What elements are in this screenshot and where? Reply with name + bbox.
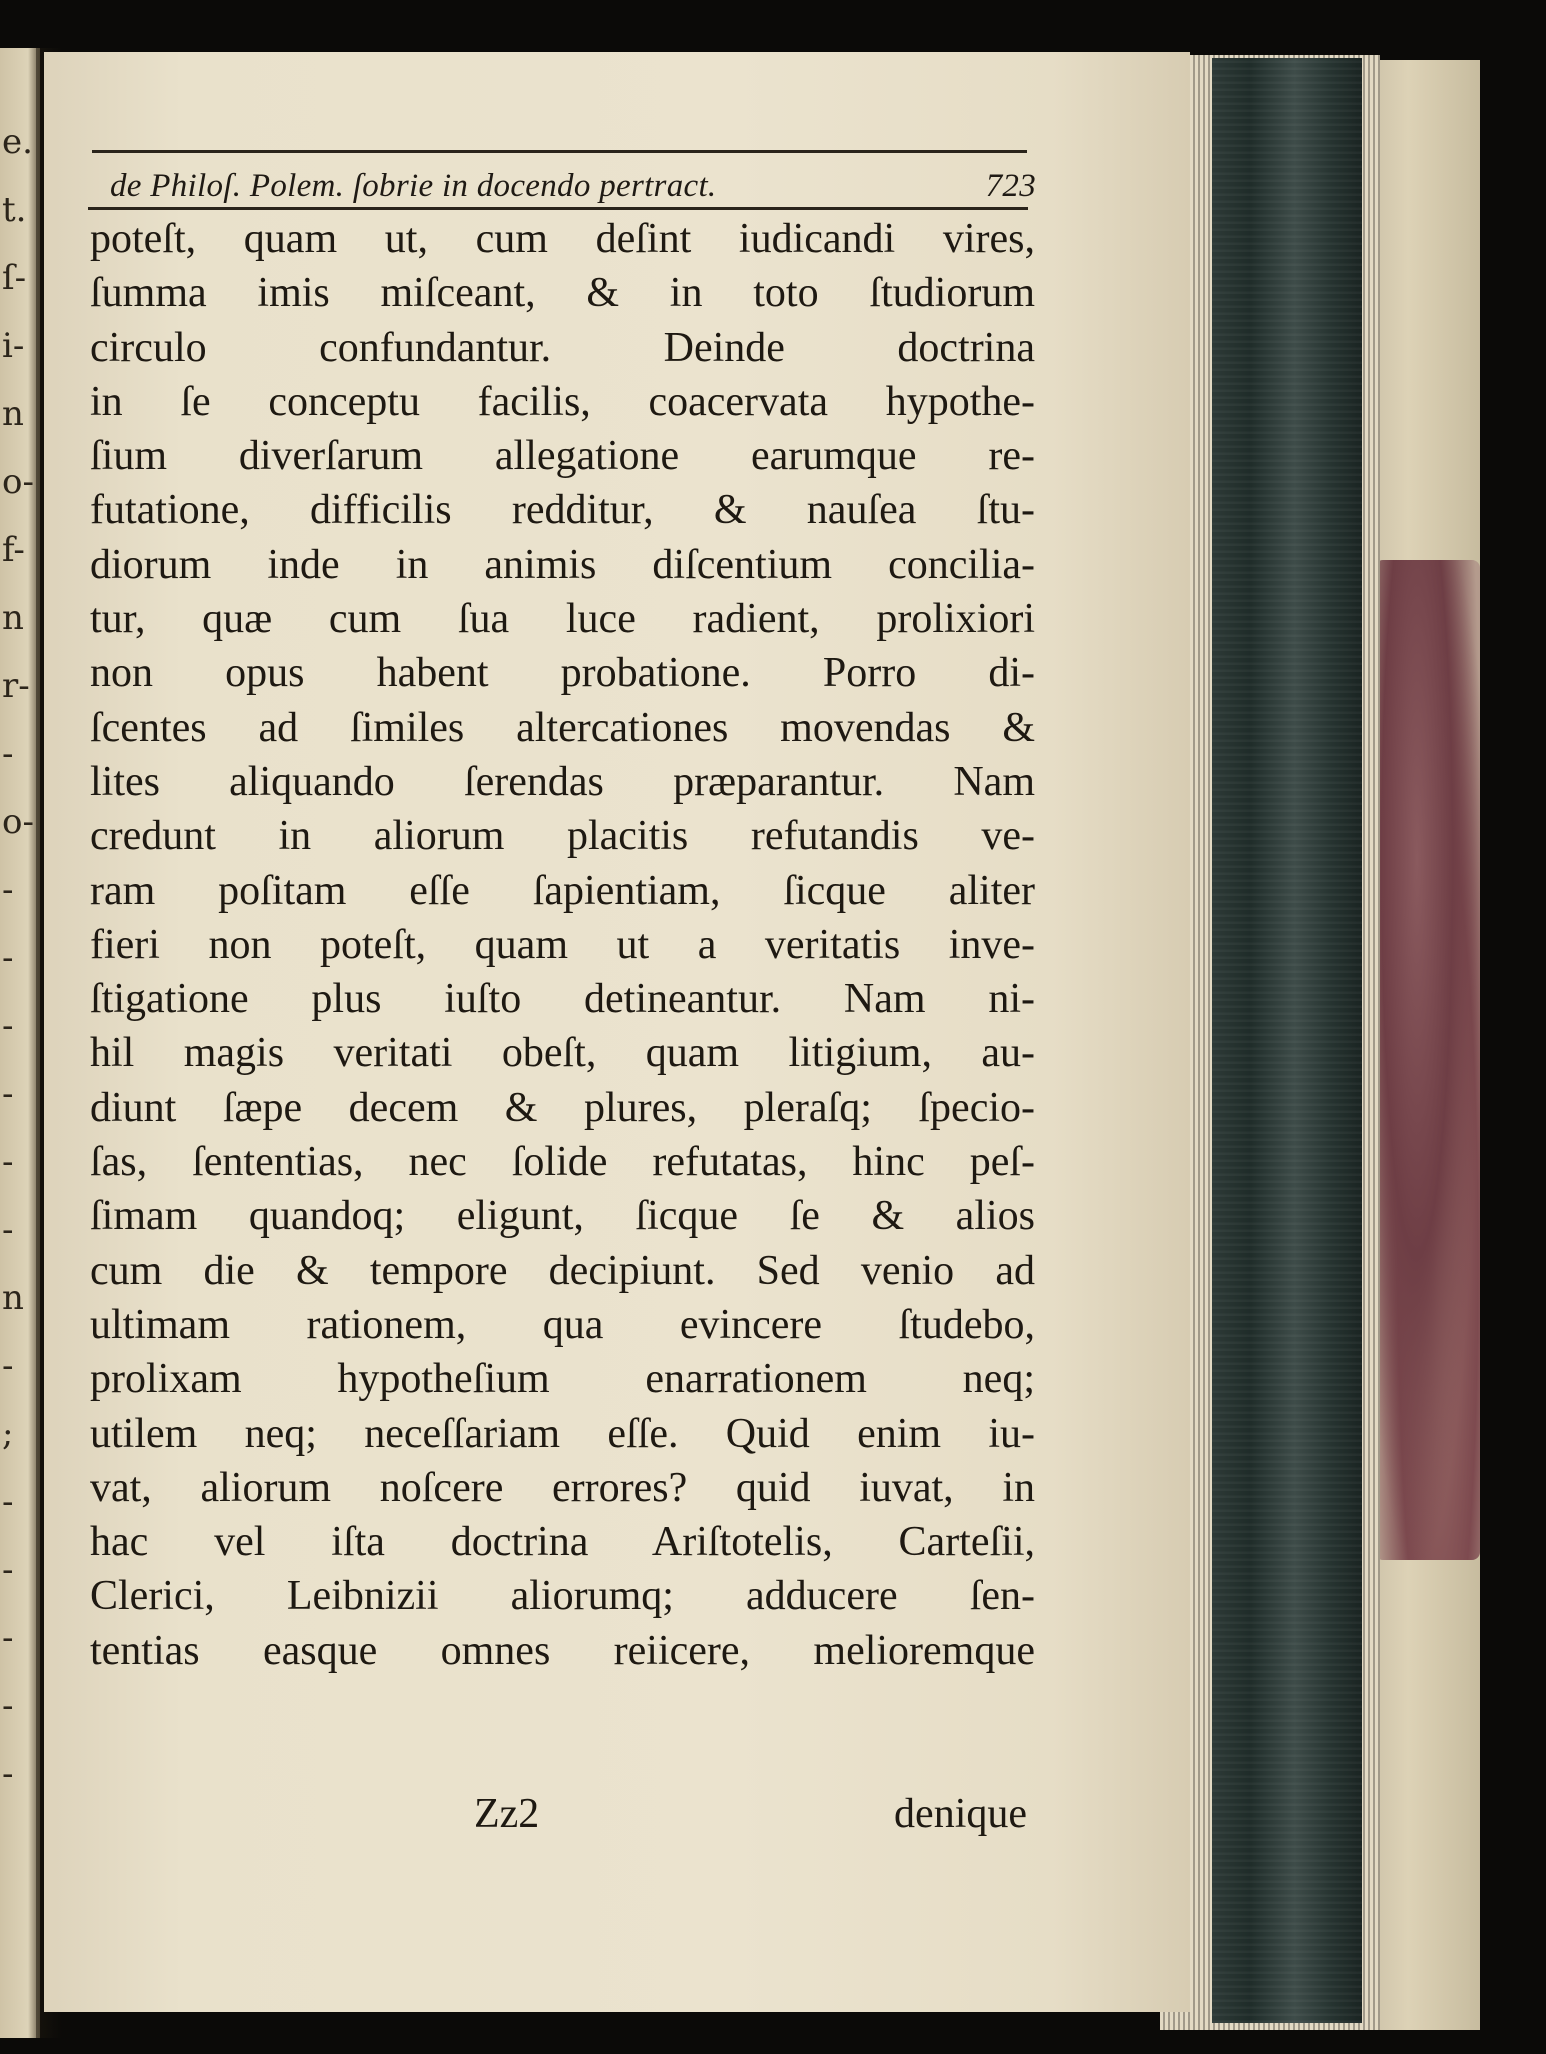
text-line: vat, aliorum noſcere errores? quid iuvat, in [90, 1464, 1035, 1511]
text-line: fieri non poteſt, quam ut a veritatis inve- [90, 921, 1035, 968]
text-line: in ſe conceptu facilis, coacervata hypothe- [90, 378, 1035, 425]
text-line: ſumma imis miſceant, & in toto ſtudiorum [90, 270, 1035, 317]
fragment: - [2, 1210, 14, 1250]
text-line: diorum inde in animis diſcentium concilia- [90, 541, 1035, 588]
text-line: poteſt, quam ut, cum deſint iudicandi vires, [90, 216, 1035, 262]
fragment: i- [2, 326, 25, 366]
signature-mark: Zz2 [474, 1791, 540, 1837]
header-rule-bottom [88, 207, 1028, 210]
fragment: - [2, 1074, 14, 1114]
fragment: - [2, 1686, 14, 1726]
running-header [110, 168, 1036, 208]
fragment: - [2, 870, 14, 910]
text-line: tur, quæ cum ſua luce radient, prolixiori [90, 596, 1035, 643]
page-number: 723 [985, 168, 1036, 204]
text-line: hac vel iſta doctrina Ariſtotelis, Carteſii, [90, 1519, 1035, 1566]
fragment: - [2, 1142, 14, 1182]
fragment: - [2, 1550, 14, 1590]
fragment: - [2, 1006, 14, 1046]
fragment: ſ- [2, 258, 27, 298]
fragment: - [2, 734, 14, 774]
text-line: hil magis veritati obeſt, quam litigium, au- [90, 1030, 1035, 1077]
text-line: ſtigatione plus iuſto detineantur. Nam ni- [90, 976, 1035, 1023]
fragment: f- [2, 530, 25, 570]
fragment: n [2, 598, 24, 638]
text-line: lites aliquando ſerendas præparantur. Nam [90, 758, 1035, 805]
fragment: o- [2, 462, 34, 502]
text-line: cum die & tempore decipiunt. Sed venio ad [90, 1247, 1035, 1294]
text-line: ſimam quandoq; eligunt, ſicque ſe & alios [90, 1193, 1035, 1240]
fragment: - [2, 1346, 14, 1386]
page-footer [90, 1790, 1035, 1840]
header-rule-top [92, 150, 1027, 153]
fragment: n [2, 394, 24, 434]
text-line: ſas, ſententias, nec ſolide refutatas, hinc peſ- [90, 1139, 1035, 1186]
fragment: o- [2, 802, 34, 842]
fragment: - [2, 1482, 14, 1522]
fragment: n [2, 1278, 24, 1318]
text-line: futatione, difficilis redditur, & nauſea ſtu- [90, 487, 1035, 534]
text-line: credunt in aliorum placitis refutandis ve- [90, 813, 1035, 860]
text-line: tentias easque omnes reiicere, melioremque [90, 1627, 1035, 1674]
fragment: e. [2, 122, 33, 162]
text-line: circulo confundantur. Deinde doctrina [90, 324, 1035, 371]
text-line: Clerici, Leibnizii aliorumq; adducere ſen- [90, 1573, 1035, 1620]
fragment: t. [2, 190, 27, 230]
fragment: - [2, 1618, 14, 1658]
fragment: ; [2, 1414, 14, 1454]
stained-page-edge [1212, 58, 1362, 2023]
running-title: de Philoſ. Polem. ſobrie in docendo pertract. [110, 168, 717, 204]
page-body [90, 212, 1035, 1678]
marbled-cover-patch [1375, 560, 1480, 1560]
fragment: r- [2, 666, 30, 706]
facing-page-fragments [2, 108, 32, 1808]
text-line: non opus habent probatione. Porro di- [90, 650, 1035, 697]
fragment: - [2, 938, 14, 978]
text-line: ſcentes ad ſimiles altercationes movendas & [90, 704, 1035, 751]
text-line: prolixam hypotheſium enarrationem neq; [90, 1356, 1035, 1403]
fragment: - [2, 1754, 14, 1794]
text-line: utilem neq; neceſſariam eſſe. Quid enim iu- [90, 1410, 1035, 1457]
text-line: diunt ſæpe decem & plures, pleraſq; ſpecio- [90, 1084, 1035, 1131]
facing-page-edge [0, 48, 40, 2038]
text-line: ultimam rationem, qua evincere ſtudebo, [90, 1301, 1035, 1348]
catchword: denique [894, 1791, 1027, 1837]
text-line: ram poſitam eſſe ſapientiam, ſicque aliter [90, 867, 1035, 914]
text-line: ſium diverſarum allegatione earumque re- [90, 433, 1035, 480]
